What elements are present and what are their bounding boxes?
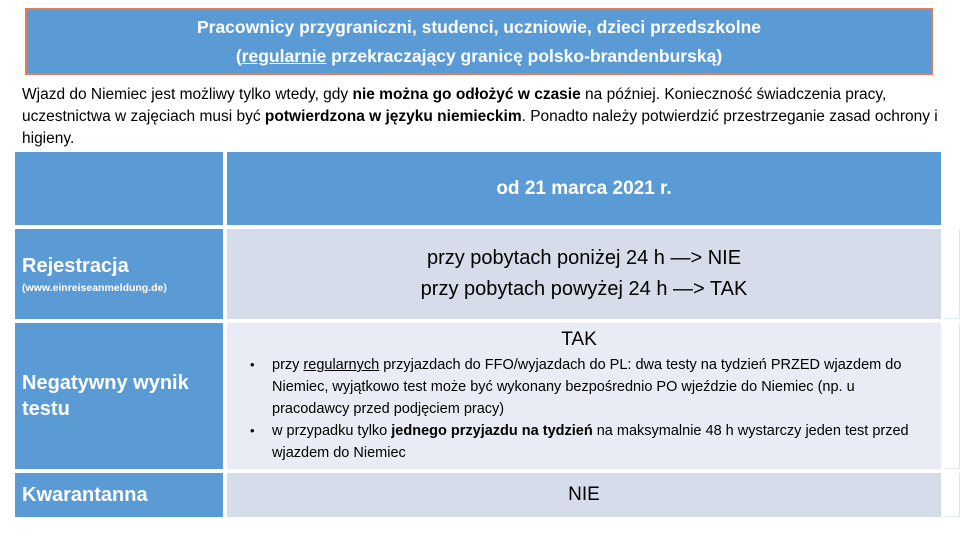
negative-test-label: Negatywny wynik testu <box>22 372 189 420</box>
table-column-header <box>227 152 941 225</box>
table-corner-cell <box>15 152 223 225</box>
quarantine-answer-cell <box>227 473 941 517</box>
table-ghost-cell <box>945 473 960 517</box>
registration-rule-over24h: przy pobytach powyżej 24 h —> TAK <box>420 278 748 300</box>
registration-rule-under24h: przy pobytach poniżej 24 h —> NIE <box>426 247 742 269</box>
title-line2 <box>236 42 722 71</box>
table-ghost-cell <box>945 323 960 469</box>
intro-bold2: potwierdzona w języku niemieckim <box>264 108 522 125</box>
bullet1-pre: przy <box>272 357 304 373</box>
row-label-negative-test <box>15 323 223 469</box>
bullet-item-single-trip <box>227 420 931 464</box>
bullet-icon: • <box>250 357 255 372</box>
bullet-text <box>272 420 931 464</box>
bullet2-post: na maksymalnie 48 h wystarczy jeden test przed wjazdem do Niemiec <box>272 423 909 461</box>
rules-table <box>15 152 960 517</box>
intro-part1: Wjazd do Niemiec jest możliwy tylko wtedy, gdy <box>22 86 353 103</box>
bullet2-bold: jednego przyjazdu na tydzień <box>391 423 593 439</box>
title-banner <box>25 8 933 75</box>
title-line2-underlined: regularnie <box>241 45 327 66</box>
quarantine-label: Kwarantanna <box>22 484 148 506</box>
negative-test-bullet-list <box>227 354 931 464</box>
title-line2-suffix: przekraczający granicę polsko-brandenburską) <box>326 45 723 66</box>
bullet2-pre: w przypadku tylko <box>272 423 392 439</box>
table-ghost-cell <box>945 152 960 225</box>
negative-test-answer: TAK <box>561 329 597 350</box>
bullet-text <box>272 354 931 420</box>
table-ghost-cell <box>945 229 960 319</box>
negative-test-answer-cell <box>227 323 941 469</box>
bullet-item-regular-trips <box>227 354 931 420</box>
bullet1-underlined: regularnych <box>303 357 380 373</box>
intro-part2: na później. Konieczność świadczenia pracy, uczestnictwa w zajęciach musi być <box>22 86 887 125</box>
intro-bold1: nie można go odłożyć w czasie <box>352 86 581 103</box>
quarantine-answer: NIE <box>568 484 600 505</box>
bullet1-post: przyjazdach do FFO/wyjazdach do PL: dwa testy na tydzień PRZED wjazdem do Niemiec, wyjątkowo test może być wykonany bezpośrednio PO wjeździe do Niemiec (np. u pracodawcy przed podjęciem pracy) <box>272 357 902 417</box>
row-label-quarantine <box>15 473 223 517</box>
row-label-registration <box>15 229 223 319</box>
column-header-label: od 21 marca 2021 r. <box>496 177 672 199</box>
registration-answer-cell <box>227 229 941 319</box>
intro-paragraph <box>22 84 940 150</box>
registration-url-label: (www.einreiseanmeldung.de) <box>22 282 167 294</box>
title-line1: Pracownicy przygraniczni, studenci, uczniowie, dzieci przedszkolne <box>196 16 762 37</box>
title-line2-prefix: ( <box>235 45 242 66</box>
registration-label: Rejestracja <box>22 255 129 277</box>
bullet-icon: • <box>250 423 255 438</box>
intro-part3: . Ponadto należy potwierdzić przestrzeganie zasad ochrony i higieny. <box>22 108 938 147</box>
